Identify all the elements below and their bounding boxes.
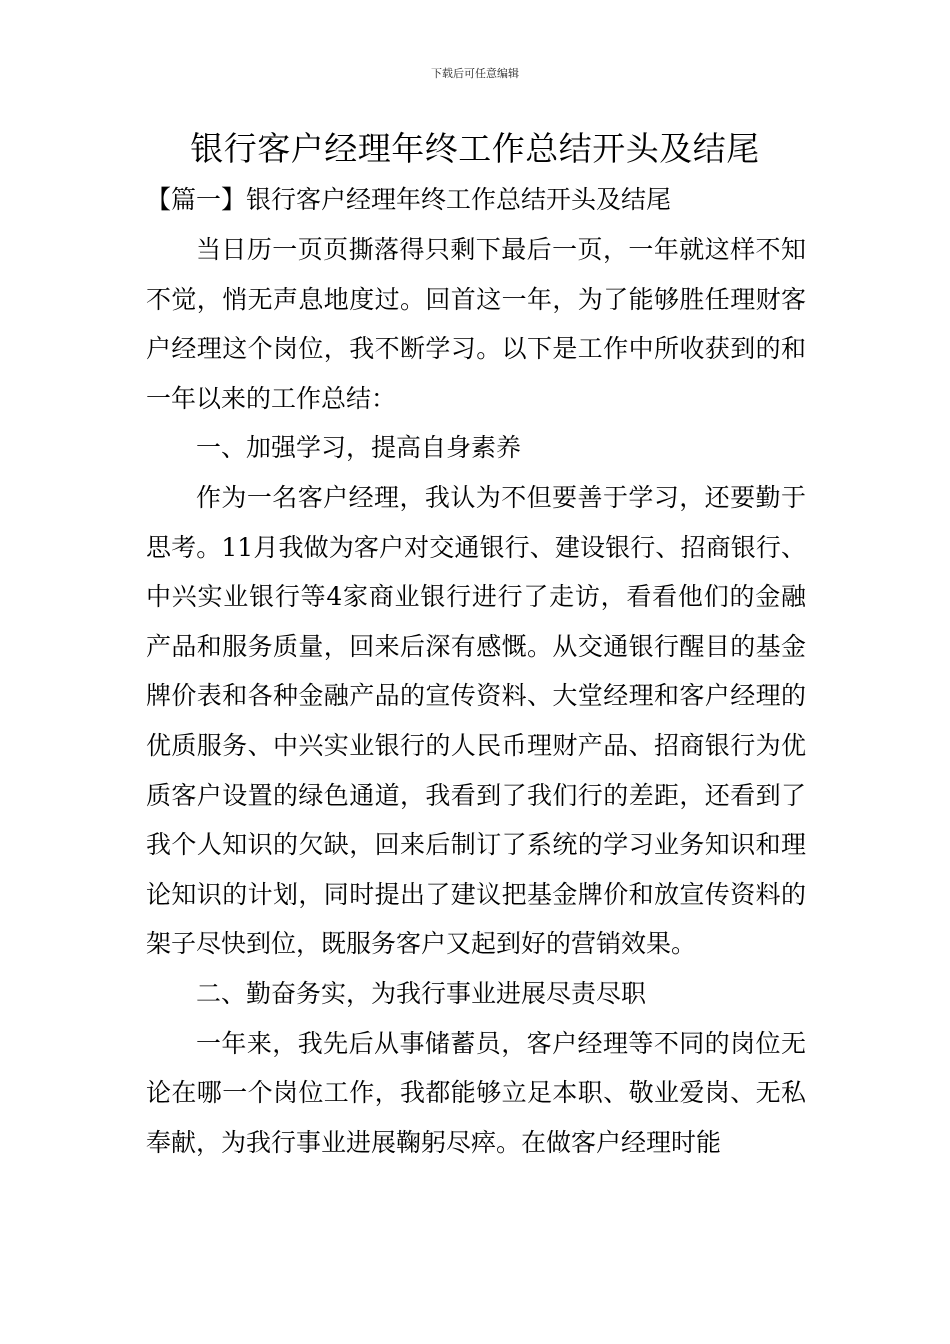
- section-subheading: 【篇一】银行客户经理年终工作总结开头及结尾: [146, 185, 672, 214]
- header-note: 下载后可任意编辑: [431, 67, 519, 80]
- document-body: [146, 178, 806, 1167]
- section-heading-2: 二、勤奋务实，为我行事业进展尽责尽职: [196, 978, 647, 1008]
- paragraph-intro: 当日历一页页撕落得只剩下最后一页，一年就这样不知不觉，悄无声息地度过。回首这一年，为了能够胜任理财客户经理这个岗位，我不断学习。以下是工作中所收获到的和一年以来的工作总结：: [146, 235, 806, 413]
- paragraph-study: 作为一名客户经理，我认为不但要善于学习，还要勤于思考。11月我做为客户对交通银行、建设银行、招商银行、中兴实业银行等4家商业银行进行了走访，看看他们的金融产品和服务质量，回来后深有感慨。从交通银行醒目的基金牌价表和各种金融产品的宣传资料、大堂经理和客户经理的优质服务、中兴实业银行的人民币理财产品、招商银行为优质客户设置的绿色通道，我看到了我们行的差距，还看到了我个人知识的欠缺，回来后制订了系统的学习业务知识和理论知识的计划，同时提出了建议把基金牌价和放宣传资料的架子尽快到位，既服务客户又起到好的营销效果。: [146, 482, 806, 959]
- document-title: 银行客户经理年终工作总结开头及结尾: [190, 129, 760, 168]
- section-heading-1: 一、加强学习，提高自身素养: [196, 433, 522, 463]
- paragraph-work: 一年来，我先后从事储蓄员，客户经理等不同的岗位无论在哪一个岗位工作，我都能够立足本职、敬业爱岗、无私奉献，为我行事业进展鞠躬尽瘁。在做客户经理时能: [146, 1028, 806, 1157]
